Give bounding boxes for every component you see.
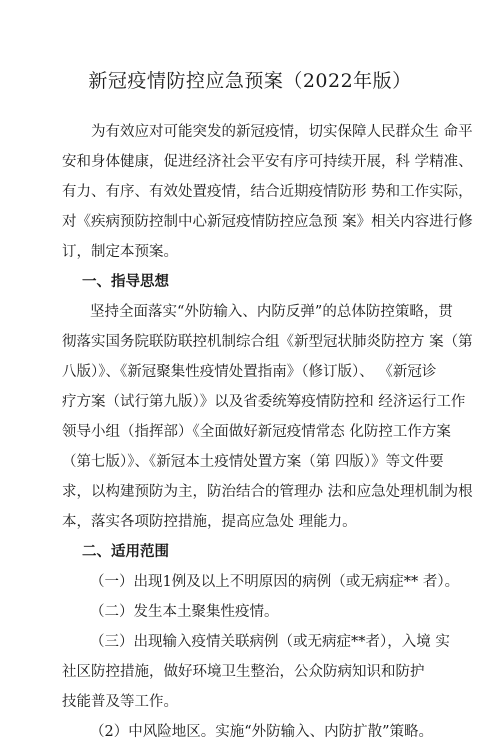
section1-line: 八版）》、《新冠聚集性疫情处置指南》（修订版）、 《新冠诊 [62, 364, 437, 380]
intro-line: 订，制定本预案。 [62, 244, 178, 260]
intro-line: 有力、有序、有效处置疫情，结合近期疫情防形 势和工作实际， [62, 184, 473, 200]
section2-line: 技能普及等工作。 [62, 694, 178, 710]
document-body [62, 117, 472, 747]
section1-line: 求，以构建预防为主，防治结合的管理办 法和应急处理机制为根 [62, 484, 473, 500]
document-title: 新冠疫情防控应急预案（2022年版） [88, 70, 412, 92]
intro-line: 为有效应对可能突发的新冠疫情，切实保障人民群众生 命平 [91, 124, 473, 140]
section2-line: （二）发生本土聚集性疫情。 [90, 604, 279, 620]
section-heading-guiding-ideology: 一、指导思想 [82, 274, 169, 290]
section1-line: （第七版）》、《新冠本土疫情处置方案（第 四版）》等文件要 [62, 454, 444, 470]
section-heading-scope: 二、适用范围 [82, 544, 169, 560]
intro-line: 安和身体健康，促进经济社会平安有序可持续开展，科 学精准、 [62, 154, 473, 170]
intro-line: 对《疾病预防控制中心新冠疫情防控应急预 案》相关内容进行修 [62, 214, 473, 230]
section2-line: （2）中风险地区。实施“外防输入、内防扩散”策略。 [90, 724, 434, 740]
section1-line: 坚持全面落实“外防输入、内防反弹”的总体防控策略，贯 [90, 304, 453, 320]
section1-line: 疗方案（试行第九版）》以及省委统筹疫情防控和 经济运行工作 [62, 394, 466, 410]
section2-line: （一）出现1例及以上不明原因的病例（或无病症** 者）。 [90, 574, 460, 590]
section2-line: （三）出现输入疫情关联病例（或无病症**者），入境 实 [90, 634, 450, 650]
section1-line: 彻落实国务院联防联控机制综合组《新型冠状肺炎防控方 案（第 [62, 334, 473, 350]
section1-line: 领导小组（指挥部）《全面做好新冠疫情常态 化防控工作方案 [62, 424, 451, 440]
section1-line: 本，落实各项防控措施，提高应急处 理能力。 [62, 514, 357, 530]
section2-line: 社区防控措施，做好环境卫生整治，公众防病知识和防护 [62, 664, 425, 680]
